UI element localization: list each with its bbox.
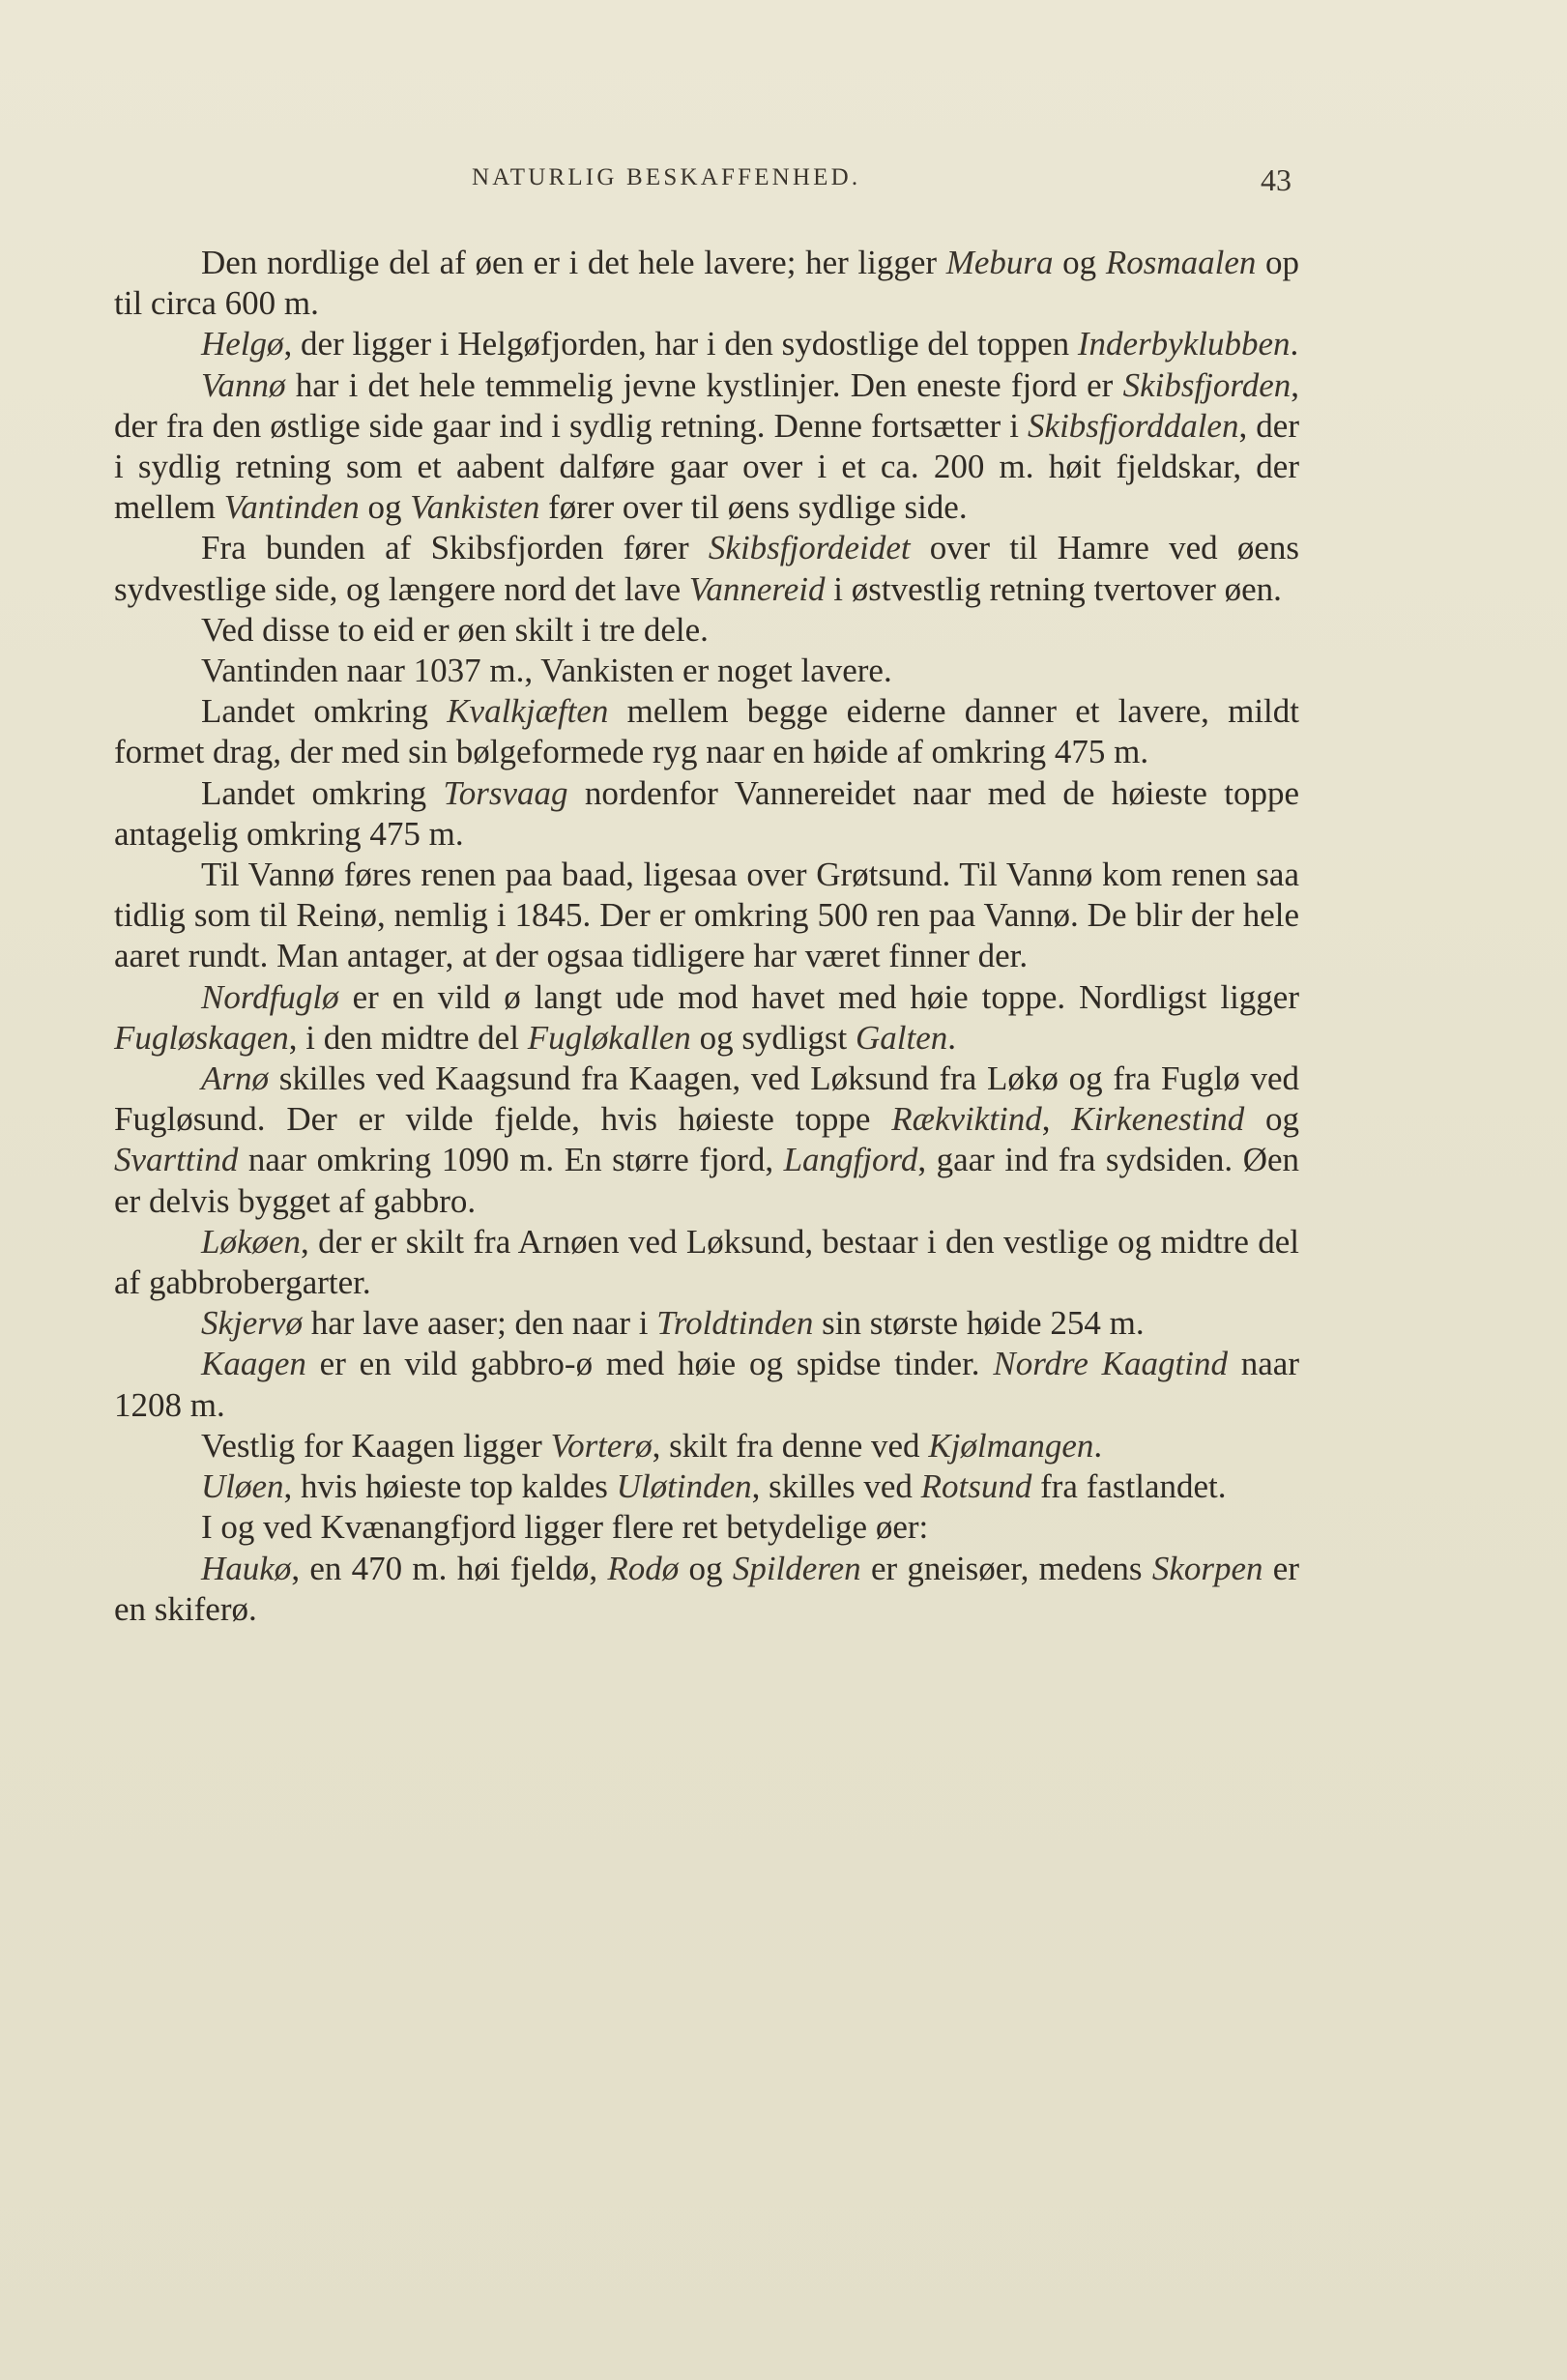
place-name: Vantinden: [223, 488, 360, 527]
place-name: Spilderen: [732, 1549, 861, 1587]
text-run: .: [1093, 1426, 1103, 1465]
place-name: Troldtinden: [656, 1304, 814, 1343]
paragraph: [114, 1549, 1299, 1630]
place-name: Rækviktind: [891, 1100, 1042, 1139]
place-name: Skorpen: [1151, 1549, 1263, 1587]
paragraph: [114, 610, 1299, 651]
place-name: Mebura: [945, 244, 1054, 281]
text-run: Fra bunden af Skibsfjorden fører: [201, 529, 709, 567]
paragraph: [114, 365, 1299, 529]
text-run: I og ved Kvænangfjord ligger flere ret betydelige øer:: [201, 1508, 929, 1547]
place-name: Vannø: [201, 365, 286, 404]
page-number: 43: [1261, 162, 1291, 197]
paragraph: [114, 1507, 1299, 1548]
text-run: , der fra den østlige side gaar ind i sydlig retning. Denne fortsætter i: [114, 365, 1299, 445]
paragraph: [114, 1466, 1299, 1507]
place-name: Rodø: [607, 1549, 680, 1587]
text-run: fører over til øens sydlige side.: [539, 488, 968, 527]
place-name: Vorterø: [550, 1426, 653, 1465]
text-run: og sydligst: [690, 1018, 856, 1057]
text-run: Landet omkring: [201, 773, 444, 812]
place-name: Arnø: [201, 1059, 269, 1098]
text-run: Vestlig for Kaagen ligger: [201, 1426, 551, 1465]
place-name: Haukø: [201, 1549, 292, 1587]
paragraph: [114, 977, 1299, 1059]
paragraph: [114, 773, 1299, 855]
text-run: Til Vannø føres renen paa baad, ligesaa over Grøtsund. Til Vannø kom renen saa tidlig som til Reinø, nemlig i 1845. Der er omkring 500 ren paa Vannø. De blir der hele aaret rundt. Man antager, at der ogsaa tidligere har været finner der.: [114, 856, 1299, 975]
text-run: og: [1053, 244, 1106, 281]
paragraph: [114, 651, 1299, 691]
text-run: Landet omkring: [201, 692, 448, 731]
paragraph: [114, 1303, 1299, 1344]
text-run: er en vild ø langt ude mod havet med høie toppe. Nordligst ligger: [338, 977, 1299, 1016]
paragraph: [114, 855, 1299, 977]
text-run: ,: [1041, 1100, 1072, 1139]
text-run: i østvestlig retning tvertover øen.: [825, 569, 1282, 608]
text-run: over til Hamre ved øens sydvestlige side, og længere nord det lave: [114, 529, 1299, 608]
paragraph: [114, 528, 1299, 609]
text-run: op til circa 600 m.: [114, 244, 1300, 323]
place-name: Kirkenestind: [1071, 1100, 1245, 1139]
text-run: , der ligger i Helgøfjorden, har i den sydostlige del toppen: [283, 325, 1078, 363]
text-run: er en skiferø.: [114, 1549, 1300, 1628]
place-name: Vankisten: [410, 488, 540, 527]
text-run: og: [679, 1549, 733, 1587]
place-name: Rotsund: [920, 1467, 1032, 1506]
text-run: , gaar ind fra sydsiden. Øen er delvis bygget af gabbro.: [114, 1141, 1300, 1220]
text-run: og: [359, 488, 411, 527]
text-run: skilles ved Kaagsund fra Kaagen, ved Løksund fra Løkø og fra Fuglø ved Fugløsund. Der er vilde fjelde, hvis høieste toppe: [114, 1059, 1299, 1139]
text-run: fra fastlandet.: [1031, 1467, 1227, 1506]
text-run: er gneisøer, medens: [860, 1549, 1152, 1587]
paragraph: [114, 243, 1299, 324]
text-run: , der i sydlig retning som et aabent dalføre gaar over i et ca. 200 m. høit fjeldskar, der mellem: [114, 406, 1299, 527]
place-name: Kjølmangen: [928, 1426, 1094, 1465]
place-name: Torsvaag: [443, 773, 568, 812]
place-name: Skjervø: [201, 1304, 303, 1343]
text-run: .: [947, 1018, 956, 1057]
text-run: mellem begge eiderne danner et lavere, mildt formet drag, der med sin bølgeformede ryg naar en høide af omkring 475 m.: [114, 692, 1299, 771]
text-run: naar omkring 1090 m. En større fjord,: [238, 1141, 784, 1179]
text-run: Den nordlige del af øen er i det hele lavere; her ligger: [201, 244, 946, 281]
place-name: Rosmaalen: [1105, 244, 1257, 281]
text-run: er en vild gabbro-ø med høie og spidse tinder.: [305, 1345, 994, 1383]
text-run: , en 470 m. høi fjeldø,: [291, 1549, 608, 1587]
place-name: Vannereid: [688, 569, 826, 608]
place-name: Kvalkjæften: [447, 692, 609, 731]
text-run: Vantinden naar 1037 m., Vankisten er noget lavere.: [201, 652, 892, 690]
place-name: Fugløkallen: [527, 1018, 691, 1057]
text-run: nordenfor Vannereidet naar med de høieste toppe antagelig omkring 475 m.: [114, 773, 1300, 853]
place-name: Uløen: [201, 1467, 284, 1506]
place-name: Langfjord: [783, 1141, 918, 1179]
text-run: sin største høide 254 m.: [813, 1304, 1145, 1343]
paragraph: [114, 1344, 1299, 1425]
text-run: og: [1244, 1100, 1300, 1139]
text-run: har lave aaser; den naar i: [302, 1304, 657, 1343]
place-name: Helgø: [201, 325, 284, 363]
text-run: Ved disse to eid er øen skilt i tre dele.: [201, 610, 709, 649]
place-name: Galten: [855, 1018, 948, 1057]
text-run: , hvis høieste top kaldes: [283, 1467, 617, 1506]
page-header: [114, 162, 1299, 207]
place-name: Nordfuglø: [201, 977, 339, 1016]
text-run: , i den midtre del: [288, 1018, 528, 1057]
place-name: Skibsfjordeidet: [708, 529, 911, 567]
place-name: Inderbyklubben: [1077, 325, 1291, 363]
paragraph: [114, 691, 1299, 772]
paragraph: [114, 324, 1299, 364]
text-run: naar 1208 m.: [114, 1345, 1299, 1424]
text-run: , skilles ved: [751, 1467, 921, 1506]
paragraph: [114, 1059, 1299, 1222]
running-head: NATURLIG BESKAFFENHED.: [472, 164, 861, 190]
place-name: Svarttind: [114, 1141, 239, 1179]
place-name: Kaagen: [201, 1345, 306, 1383]
paragraph: [114, 1426, 1299, 1466]
place-name: Skibsfjorden: [1122, 365, 1291, 404]
place-name: Nordre Kaagtind: [993, 1345, 1228, 1383]
place-name: Løkøen: [201, 1222, 302, 1261]
text-run: .: [1290, 325, 1299, 363]
body-text: [114, 243, 1299, 1630]
place-name: Uløtinden: [616, 1467, 752, 1506]
place-name: Fugløskagen: [114, 1018, 289, 1057]
text-run: , der er skilt fra Arnøen ved Løksund, bestaar i den vestlige og midtre del af gabbrobergarter.: [114, 1222, 1299, 1302]
text-run: , skilt fra denne ved: [652, 1426, 929, 1465]
paragraph: [114, 1222, 1299, 1303]
text-run: har i det hele temmelig jevne kystlinjer. Den eneste fjord er: [285, 365, 1123, 404]
place-name: Skibsfjorddalen: [1028, 406, 1239, 445]
